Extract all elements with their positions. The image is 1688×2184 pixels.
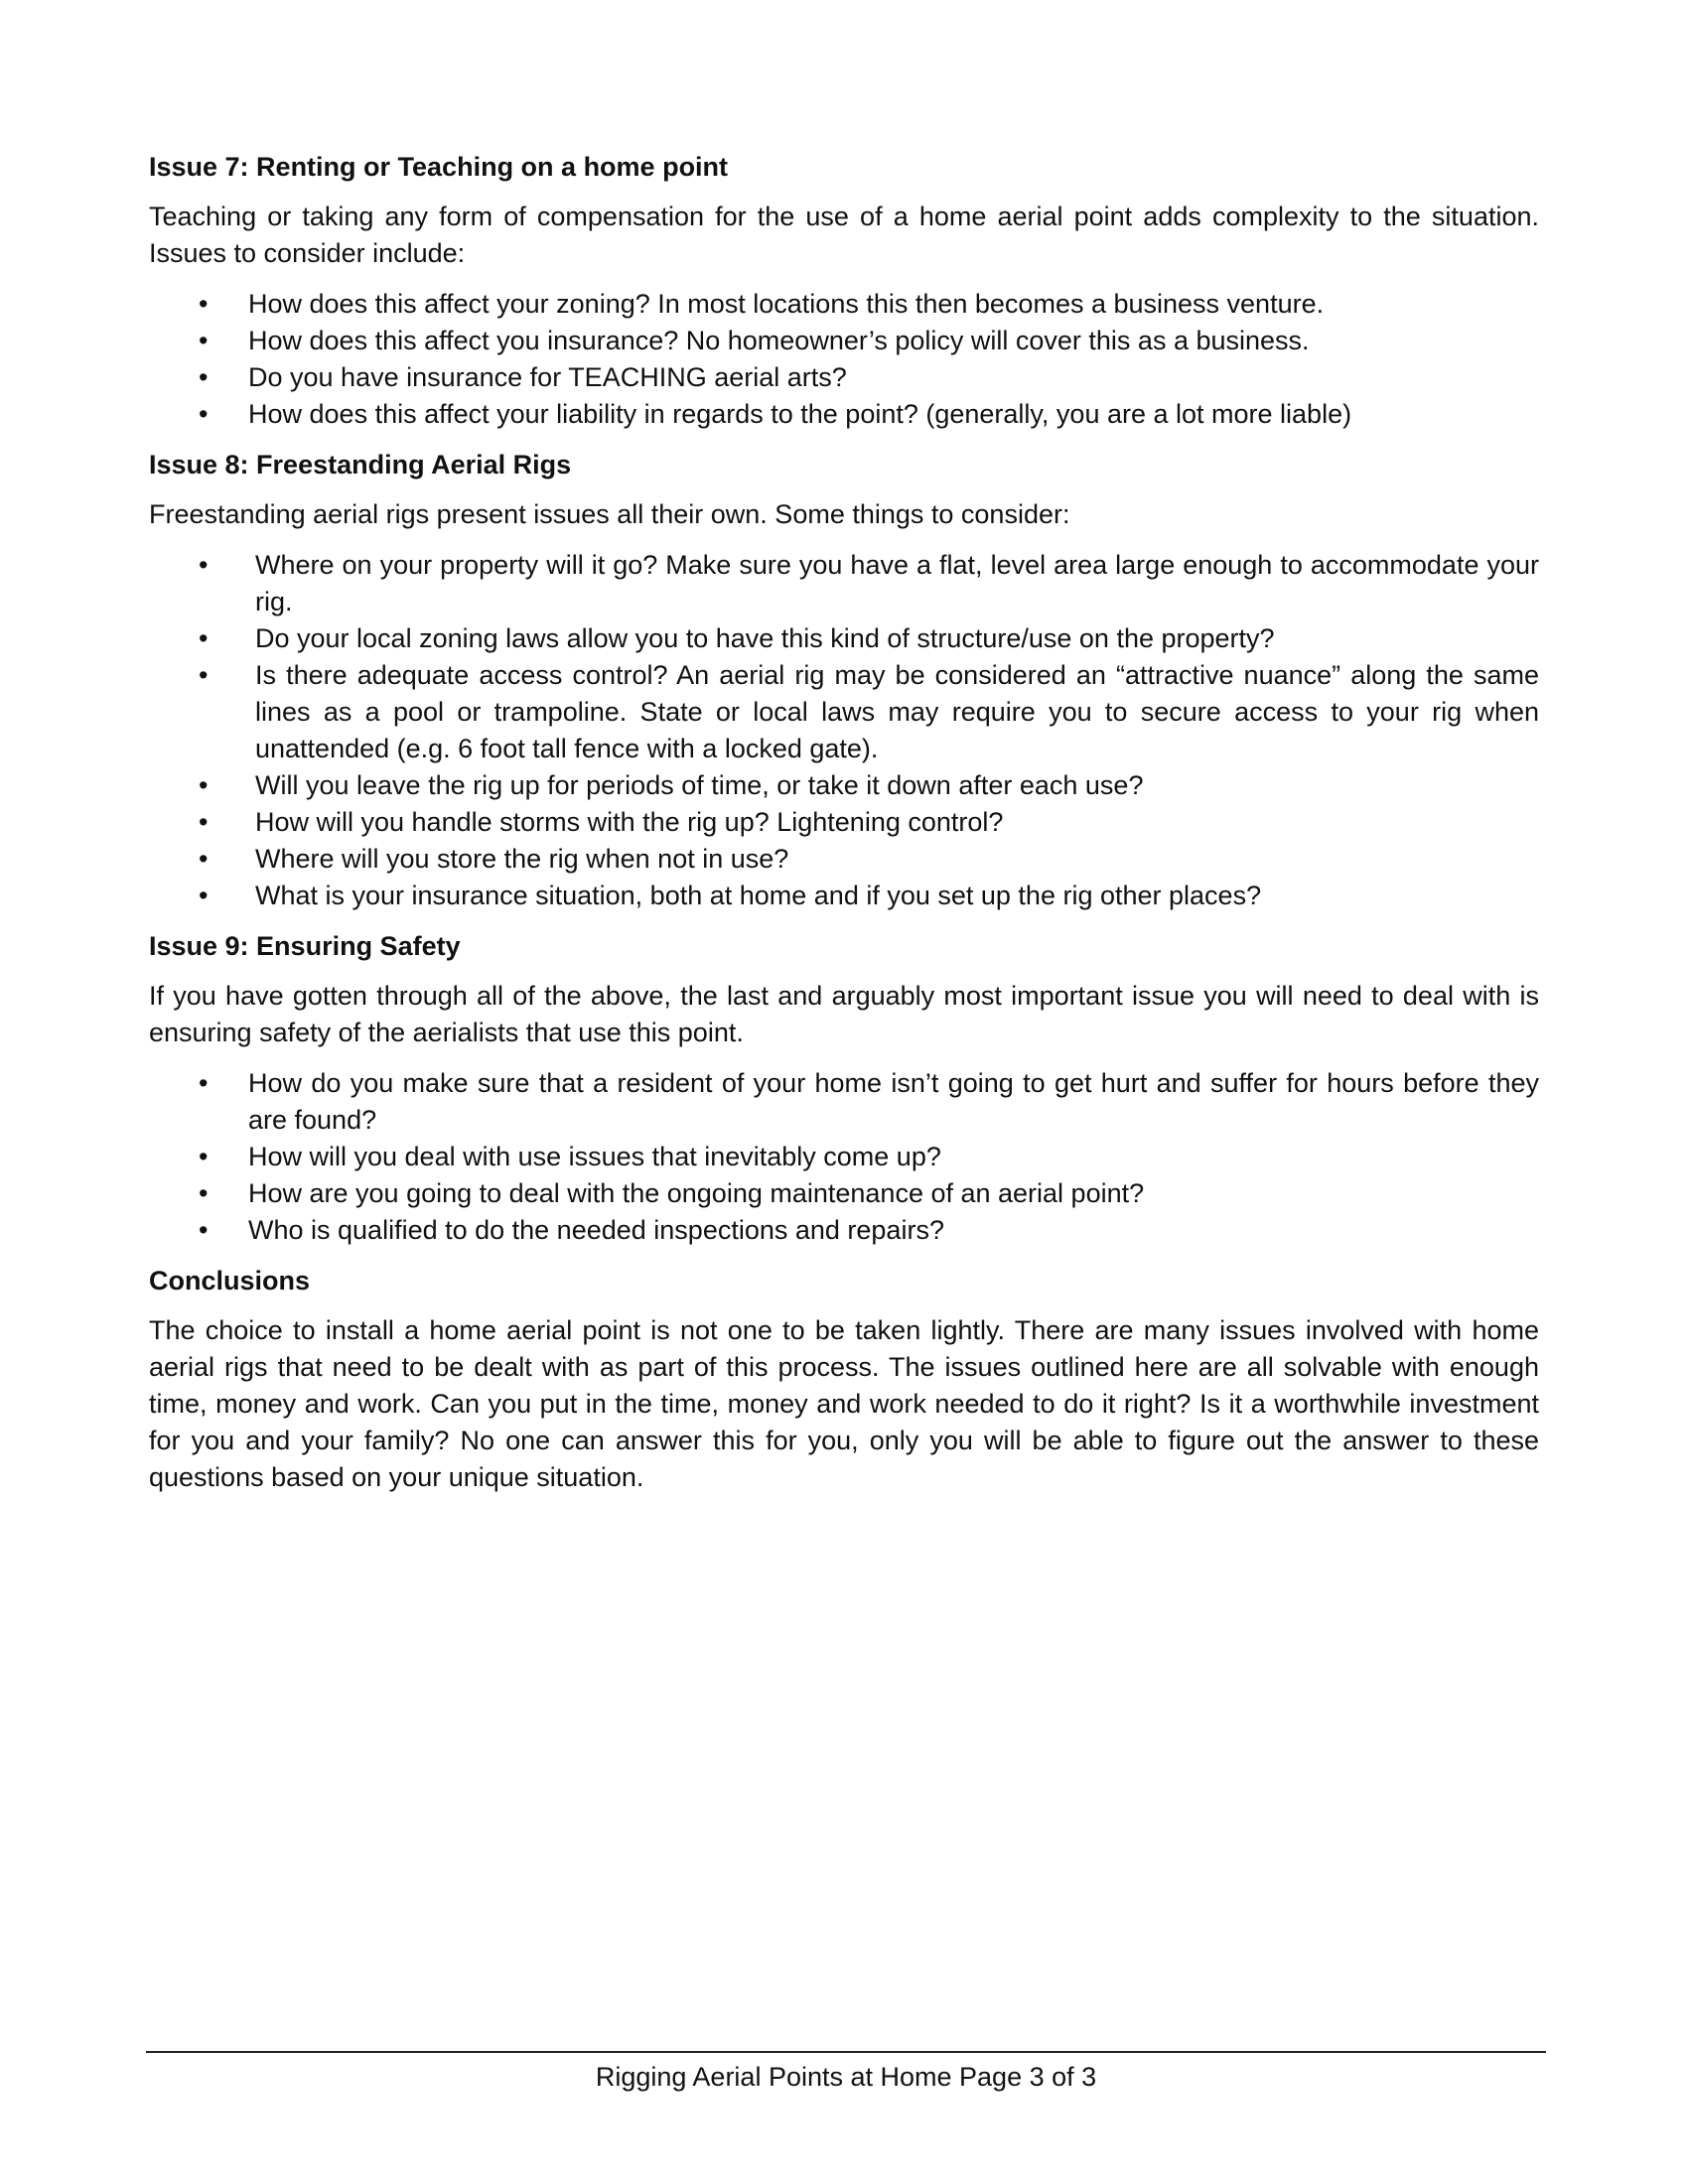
bullet-icon: • bbox=[199, 289, 209, 319]
list-item bbox=[149, 396, 1539, 433]
list-item-text: Is there adequate access control? An aerial rig may be considered an “attractive nuance” along the same lines as a pool or trampoline. State or local laws may require you to secure access to your rig when unattended (e.g. 6 foot tall fence with a locked gate). bbox=[255, 660, 1539, 763]
list-item bbox=[149, 657, 1539, 767]
bullet-icon: • bbox=[199, 1142, 209, 1171]
list-item-text: How will you handle storms with the rig up? Lightening control? bbox=[255, 807, 1004, 837]
section-issue-9 bbox=[149, 928, 1539, 1249]
list-item-text: Who is qualified to do the needed inspections and repairs? bbox=[248, 1215, 944, 1245]
bullet-icon: • bbox=[199, 623, 209, 653]
bullet-list bbox=[149, 1065, 1539, 1249]
bullet-list bbox=[149, 547, 1539, 914]
list-item bbox=[149, 359, 1539, 396]
bullet-icon: • bbox=[199, 770, 209, 800]
list-item bbox=[149, 1175, 1539, 1212]
bullet-icon: • bbox=[199, 1068, 209, 1098]
bullet-icon: • bbox=[199, 550, 209, 580]
list-item-text: How does this affect your liability in regards to the point? (generally, you are a lot more liable) bbox=[248, 399, 1352, 429]
bullet-icon: • bbox=[199, 399, 209, 429]
list-item-text: How will you deal with use issues that inevitably come up? bbox=[248, 1142, 941, 1171]
list-item-text: Do you have insurance for TEACHING aerial arts? bbox=[248, 362, 847, 392]
list-item bbox=[149, 323, 1539, 359]
list-item bbox=[149, 878, 1539, 914]
section-issue-8 bbox=[149, 447, 1539, 914]
list-item bbox=[149, 841, 1539, 878]
bullet-icon: • bbox=[199, 326, 209, 355]
list-item bbox=[149, 620, 1539, 657]
list-item-text: How does this affect you insurance? No homeowner’s policy will cover this as a business. bbox=[248, 326, 1310, 355]
list-item-text: Do your local zoning laws allow you to have this kind of structure/use on the property? bbox=[255, 623, 1275, 653]
list-item bbox=[149, 804, 1539, 841]
list-item bbox=[149, 767, 1539, 804]
list-item-text: Where on your property will it go? Make sure you have a flat, level area large enough to accommodate your rig. bbox=[255, 550, 1539, 616]
list-item-text: Where will you store the rig when not in use? bbox=[255, 844, 789, 874]
bullet-icon: • bbox=[199, 844, 209, 874]
list-item bbox=[149, 1139, 1539, 1175]
section-intro: The choice to install a home aerial point is not one to be taken lightly. There are many issues involved with home aerial rigs that need to be dealt with as part of this process. The issues outlined here are all solvable with enough time, money and work. Can you put in the time, money and work needed to do it right? Is it a worthwhile investment for you and your family? No one can answer this for you, only you will be able to figure out the answer to these questions based on your unique situation. bbox=[149, 1315, 1539, 1492]
section-heading: Issue 8: Freestanding Aerial Rigs bbox=[149, 450, 572, 479]
section-intro: Freestanding aerial rigs present issues all their own. Some things to consider: bbox=[149, 499, 1070, 529]
list-item bbox=[149, 286, 1539, 323]
page-footer: Rigging Aerial Points at Home Page 3 of 3 bbox=[146, 2051, 1546, 2095]
section-heading: Issue 9: Ensuring Safety bbox=[149, 931, 461, 961]
section-heading: Issue 7: Renting or Teaching on a home point bbox=[149, 152, 729, 182]
list-item bbox=[149, 547, 1539, 620]
document-page bbox=[149, 149, 1539, 1510]
bullet-icon: • bbox=[199, 1178, 209, 1208]
bullet-list bbox=[149, 286, 1539, 433]
section-conclusions bbox=[149, 1263, 1539, 1496]
list-item-text: What is your insurance situation, both at home and if you set up the rig other places? bbox=[255, 881, 1262, 910]
list-item bbox=[149, 1065, 1539, 1139]
list-item-text: Will you leave the rig up for periods of time, or take it down after each use? bbox=[255, 770, 1144, 800]
section-issue-7 bbox=[149, 149, 1539, 433]
bullet-icon: • bbox=[199, 807, 209, 837]
bullet-icon: • bbox=[199, 881, 209, 910]
list-item-text: How are you going to deal with the ongoing maintenance of an aerial point? bbox=[248, 1178, 1145, 1208]
list-item bbox=[149, 1212, 1539, 1249]
section-intro: Teaching or taking any form of compensation for the use of a home aerial point adds complexity to the situation. Issues to consider include: bbox=[149, 202, 1539, 268]
list-item-text: How does this affect your zoning? In most locations this then becomes a business venture. bbox=[248, 289, 1325, 319]
list-item-text: How do you make sure that a resident of your home isn’t going to get hurt and suffer for hours before they are found? bbox=[248, 1068, 1539, 1135]
section-intro: If you have gotten through all of the above, the last and arguably most important issue you will need to deal with is ensuring safety of the aerialists that use this point. bbox=[149, 981, 1539, 1047]
section-heading: Conclusions bbox=[149, 1266, 311, 1296]
bullet-icon: • bbox=[199, 660, 209, 690]
bullet-icon: • bbox=[199, 1215, 209, 1245]
bullet-icon: • bbox=[199, 362, 209, 392]
